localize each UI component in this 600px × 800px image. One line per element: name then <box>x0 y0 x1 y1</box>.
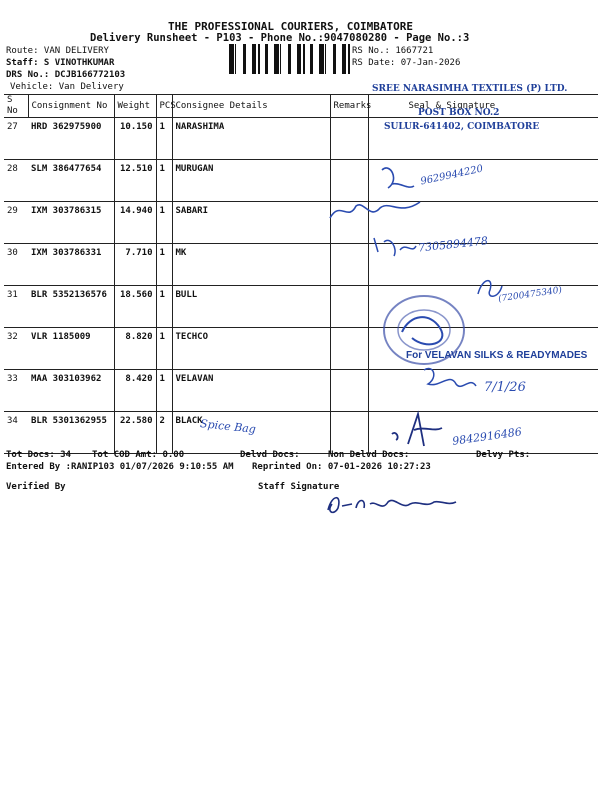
consignment-cell: VLR 1185009 <box>28 328 114 370</box>
table-header-row <box>4 95 598 118</box>
remarks-cell <box>330 118 368 160</box>
sno-cell: 28 <box>4 160 28 202</box>
col-consignee: Consignee Details <box>172 95 330 118</box>
sno-cell: 30 <box>4 244 28 286</box>
rs-date: RS Date: 07-Jan-2026 <box>352 58 461 68</box>
col-sno: S No <box>4 95 28 118</box>
pcs-cell: 1 <box>156 244 172 286</box>
table-row <box>4 202 598 244</box>
signature-row31 <box>474 274 504 302</box>
staff-label: Staff: S VINOTHKUMAR <box>6 58 115 68</box>
pcs-cell: 2 <box>156 412 172 454</box>
reprinted-on: Reprinted On: 07-01-2026 10:27:23 <box>252 462 431 472</box>
consignment-cell: HRD 362975900 <box>28 118 114 160</box>
col-seal-signature: Seal & Signature <box>368 95 598 118</box>
rs-number: RS No.: 1667721 <box>352 46 434 56</box>
table-row <box>4 160 598 202</box>
non-delivered-docs: Non Delvd Docs: <box>328 450 410 460</box>
consignee-cell: BLACK <box>172 412 330 454</box>
remarks-cell <box>330 412 368 454</box>
consignee-cell: TECHCO <box>172 328 330 370</box>
pcs-cell: 1 <box>156 328 172 370</box>
route-label: Route: VAN DELIVERY <box>6 46 109 56</box>
runsheet-table <box>4 94 598 454</box>
handwritten-phone-row30: 7305894478 <box>417 234 489 255</box>
consignee-cell: MK <box>172 244 330 286</box>
drs-label: DRS No.: DCJB166772103 <box>6 70 126 80</box>
verified-by-label: Verified By <box>6 482 66 492</box>
stamp-sree-line1: SREE NARASIMHA TEXTILES (P) LTD. <box>372 84 568 94</box>
stamp-sree-line3: SULUR-641402, COIMBATORE <box>384 122 540 132</box>
signature-row28-29 <box>330 160 440 230</box>
consignee-cell: BULL <box>172 286 330 328</box>
sno-cell: 29 <box>4 202 28 244</box>
consignee-cell: MURUGAN <box>172 160 330 202</box>
weight-cell: 12.510 <box>114 160 156 202</box>
consignee-cell: VELAVAN <box>172 370 330 412</box>
weight-cell: 8.820 <box>114 328 156 370</box>
sno-cell: 27 <box>4 118 28 160</box>
remarks-cell <box>330 286 368 328</box>
weight-cell: 10.150 <box>114 118 156 160</box>
signature-row30 <box>370 232 420 262</box>
consignment-cell: IXM 303786315 <box>28 202 114 244</box>
remarks-cell <box>330 244 368 286</box>
weight-cell: 18.560 <box>114 286 156 328</box>
delivery-points: Delvy Pts: <box>476 450 531 460</box>
handwritten-date-row33: 7/1/26 <box>484 380 526 395</box>
table-row <box>4 286 598 328</box>
consignee-cell: NARASHIMA <box>172 118 330 160</box>
sno-cell: 32 <box>4 328 28 370</box>
handwritten-note-row34: Spice Bag <box>199 417 257 436</box>
barcode-image <box>226 44 350 74</box>
pcs-cell: 1 <box>156 118 172 160</box>
staff-signature-label: Staff Signature <box>258 482 340 492</box>
sno-cell: 34 <box>4 412 28 454</box>
consignee-cell: SABARI <box>172 202 330 244</box>
sno-cell: 31 <box>4 286 28 328</box>
pcs-cell: 1 <box>156 202 172 244</box>
col-remarks: Remarks <box>330 95 368 118</box>
total-docs: Tot Docs: 34 <box>6 450 72 460</box>
col-consignment: Consignment No <box>28 95 114 118</box>
table-row <box>4 328 598 370</box>
runsheet-subtitle: Delivery Runsheet - P103 - Phone No.:9047080280 - Page No.:3 <box>90 32 470 44</box>
company-title: THE PROFESSIONAL COURIERS, COIMBATORE <box>168 20 414 33</box>
entered-by: Entered By :RANIP103 01/07/2026 9:10:55 AM <box>6 462 234 472</box>
total-cod-amount: Tot COD Amt: 0.00 <box>92 450 185 460</box>
consignment-cell: MAA 303103962 <box>28 370 114 412</box>
weight-cell: 14.940 <box>114 202 156 244</box>
col-pcs: PCS <box>156 95 172 118</box>
consignment-cell: BLR 5352136576 <box>28 286 114 328</box>
pcs-cell: 1 <box>156 286 172 328</box>
remarks-cell <box>330 328 368 370</box>
pcs-cell: 1 <box>156 160 172 202</box>
stamp-velavan: For VELAVAN SILKS & READYMADES <box>406 350 588 361</box>
staff-signature <box>322 490 462 518</box>
pcs-cell: 1 <box>156 370 172 412</box>
table-row <box>4 244 598 286</box>
signature-row34 <box>384 408 448 452</box>
stamp-sree-line2: POST BOX NO.2 <box>418 108 500 118</box>
vehicle-label: Vehicle: Van Delivery <box>10 82 124 92</box>
weight-cell: 7.710 <box>114 244 156 286</box>
consignment-cell: BLR 5301362955 <box>28 412 114 454</box>
handwritten-phone-row34: 9842916486 <box>451 425 523 448</box>
signature-cell <box>368 370 598 412</box>
signature-row33 <box>420 362 480 396</box>
weight-cell: 8.420 <box>114 370 156 412</box>
weight-cell: 22.580 <box>114 412 156 454</box>
sno-cell: 33 <box>4 370 28 412</box>
remarks-cell <box>330 370 368 412</box>
col-weight: Weight <box>114 95 156 118</box>
handwritten-phone-row31: (7200475340) <box>497 285 563 305</box>
consignment-cell: SLM 386477654 <box>28 160 114 202</box>
consignment-cell: IXM 303786331 <box>28 244 114 286</box>
delivered-docs: Delvd Docs: <box>240 450 300 460</box>
handwritten-phone-row28: 9629944220 <box>419 163 485 188</box>
